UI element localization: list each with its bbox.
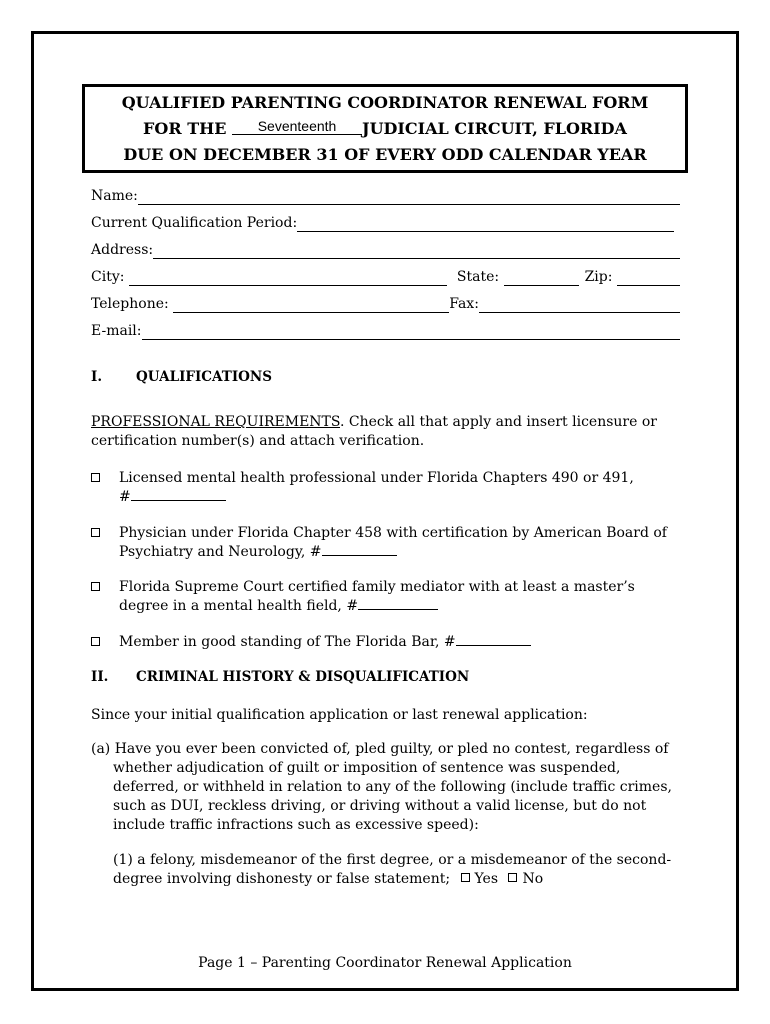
city-field[interactable]: [129, 271, 447, 286]
city-label: City:: [91, 269, 125, 285]
state-field[interactable]: [504, 271, 579, 286]
qualification-row: [91, 214, 674, 232]
license-number-field[interactable]: [358, 597, 438, 610]
email-label: E-mail:: [91, 323, 142, 339]
checkbox[interactable]: [91, 528, 100, 537]
qualification-field[interactable]: [297, 217, 674, 232]
requirement-text: Florida Supreme Court certified family mediator with at least a master’s degree in a mental health field, #: [119, 579, 635, 614]
yes-checkbox[interactable]: [461, 873, 470, 882]
professional-requirements-heading: PROFESSIONAL REQUIREMENTS: [91, 414, 340, 430]
requirement-text: Licensed mental health professional under Florida Chapters 490 or 491,: [119, 470, 634, 486]
page-border: [31, 31, 739, 991]
license-number-field[interactable]: [131, 488, 226, 501]
checkbox[interactable]: [91, 582, 100, 591]
fax-field[interactable]: [479, 298, 680, 313]
section-2-heading: [91, 669, 469, 685]
question-a-1: [113, 851, 673, 889]
address-field[interactable]: [153, 244, 680, 259]
form-title-box: [82, 84, 688, 173]
no-checkbox[interactable]: [508, 873, 517, 882]
license-prefix: #: [119, 489, 131, 505]
telephone-field[interactable]: [173, 298, 449, 313]
email-field[interactable]: [142, 325, 680, 340]
section-1-number: I.: [91, 369, 103, 385]
zip-label: Zip:: [584, 269, 613, 285]
address-row: [91, 241, 680, 259]
question-a: (a) Have you ever been convicted of, pled guilty, or pled no contest, regardless of whether adjudication of guilt or imposition of sentence was suspended, deferred, or withheld in relation to any of the following (include traffic crimes, such as DUI, reckless driving, or driving without a valid license, but do not include traffic infractions such as excessive speed):: [91, 741, 672, 833]
telephone-fax-row: [91, 295, 680, 313]
license-number-field[interactable]: [456, 633, 531, 646]
title-line-3: DUE ON DECEMBER 31 OF EVERY ODD CALENDAR YEAR: [123, 145, 647, 164]
professional-requirements-intro: [91, 413, 681, 451]
professional-requirements-text: . Check all that apply and insert licensure or certification number(s) and attach verification.: [91, 414, 657, 449]
no-label: No: [522, 871, 544, 887]
section-1-title: QUALIFICATIONS: [136, 369, 272, 385]
title-line-1: QUALIFIED PARENTING COORDINATOR RENEWAL FORM: [121, 93, 649, 112]
section-1-heading: [91, 369, 272, 385]
section-2-title: CRIMINAL HISTORY & DISQUALIFICATION: [136, 669, 470, 685]
fax-label: Fax:: [449, 296, 479, 312]
requirement-item-mental-health: [91, 469, 681, 507]
checkbox[interactable]: [91, 473, 100, 482]
page-footer: Page 1 – Parenting Coordinator Renewal Application: [198, 955, 572, 971]
requirement-text: Physician under Florida Chapter 458 with certification by American Board of Psychiatry and Neurology, #: [119, 525, 667, 560]
zip-field[interactable]: [617, 271, 680, 286]
question-a-1-text: (1) a felony, misdemeanor of the first degree, or a misdemeanor of the second-degree involving dishonesty or false statement;: [113, 852, 672, 887]
requirement-text: Member in good standing of The Florida Bar, #: [119, 634, 456, 650]
name-label: Name:: [91, 188, 138, 204]
requirement-item-florida-bar: [91, 633, 681, 652]
name-field[interactable]: [138, 190, 680, 205]
title-line-2: [85, 116, 685, 142]
email-row: [91, 322, 680, 340]
checkbox[interactable]: [91, 637, 100, 646]
section-2-number: II.: [91, 669, 109, 685]
telephone-label: Telephone:: [91, 296, 169, 312]
city-state-zip-row: [91, 268, 680, 286]
state-label: State:: [456, 269, 500, 285]
name-row: [91, 187, 680, 205]
license-number-field[interactable]: [322, 543, 397, 556]
circuit-field[interactable]: Seventeenth: [232, 118, 362, 135]
requirement-item-mediator: [91, 578, 681, 616]
requirement-item-physician: [91, 524, 681, 562]
title-line-2-prefix: FOR THE: [143, 119, 227, 138]
address-label: Address:: [91, 242, 154, 258]
section-2-intro: Since your initial qualification application or last renewal application:: [91, 707, 588, 723]
qualification-label: Current Qualification Period:: [91, 215, 298, 231]
yes-label: Yes: [474, 871, 499, 887]
title-line-2-suffix: JUDICIAL CIRCUIT, FLORIDA: [362, 119, 627, 138]
